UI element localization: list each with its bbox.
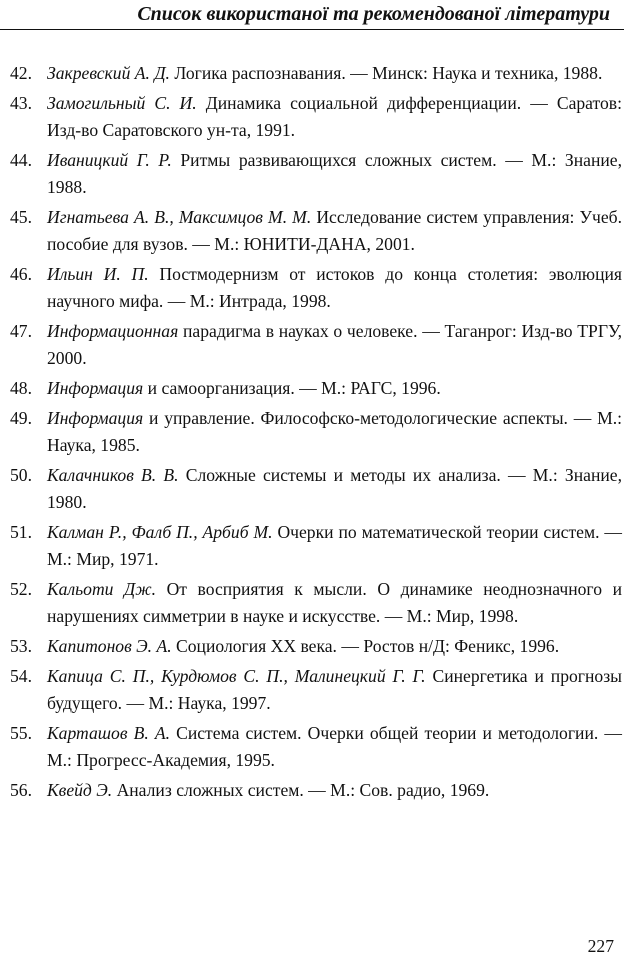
reference-number: 55. [10, 723, 32, 743]
reference-author: Капитонов Э. А. [47, 636, 172, 656]
reference-entry [10, 90, 622, 144]
reference-number: 43. [10, 93, 32, 113]
reference-author: Ильин И. П. [47, 264, 149, 284]
reference-number: 52. [10, 579, 32, 599]
reference-entry [10, 318, 622, 372]
reference-author: Карташов В. А. [47, 723, 170, 743]
reference-entry [10, 261, 622, 315]
reference-text: Очерки по математической теории систем. — М.: Мир, 1971. [47, 522, 622, 569]
reference-entry [10, 777, 622, 804]
reference-number: 51. [10, 522, 32, 542]
reference-text: Ритмы развивающихся сложных систем. — М.: Знание, 1988. [47, 150, 622, 197]
reference-number: 48. [10, 378, 32, 398]
reference-entry [10, 405, 622, 459]
reference-entry [10, 147, 622, 201]
reference-list [10, 60, 622, 807]
running-head [0, 0, 624, 30]
reference-entry [10, 519, 622, 573]
reference-text: Социология XX века. — Ростов н/Д: Феникс, 1996. [176, 636, 560, 656]
reference-text: Сложные системы и методы их анализа. — М.: Знание, 1980. [47, 465, 622, 512]
reference-entry [10, 663, 622, 717]
reference-text: и самоорганизация. — М.: РАГС, 1996. [147, 378, 441, 398]
reference-number: 49. [10, 408, 32, 428]
reference-author: Кальоти Дж. [47, 579, 156, 599]
reference-number: 45. [10, 207, 32, 227]
reference-text: парадигма в науках о человеке. — Таганрог: Изд-во ТРГУ, 2000. [47, 321, 622, 368]
reference-entry [10, 633, 622, 660]
reference-text: Исследование систем управления: Учеб. пособие для вузов. — М.: ЮНИТИ-ДАНА, 2001. [47, 207, 622, 254]
reference-number: 56. [10, 780, 32, 800]
reference-number: 42. [10, 63, 32, 83]
reference-author: Информационная [47, 321, 179, 341]
reference-author: Иваницкий Г. Р. [47, 150, 172, 170]
reference-number: 53. [10, 636, 32, 656]
reference-author: Замогильный С. И. [47, 93, 197, 113]
reference-entry [10, 462, 622, 516]
reference-author: Закревский А. Д. [47, 63, 170, 83]
reference-author: Информация [47, 378, 144, 398]
reference-number: 47. [10, 321, 32, 341]
reference-text: Синергетика и прогнозы будущего. — М.: Наука, 1997. [47, 666, 622, 713]
reference-author: Информация [47, 408, 144, 428]
reference-text: Система систем. Очерки общей теории и методологии. — М.: Прогресс-Академия, 1995. [47, 723, 622, 770]
reference-text: Анализ сложных систем. — М.: Сов. радио, 1969. [116, 780, 490, 800]
reference-number: 44. [10, 150, 32, 170]
running-head-title: Список використаної та рекомендованої літератури [137, 3, 610, 25]
reference-author: Игнатьева А. В., Максимцов М. М. [47, 207, 312, 227]
reference-author: Квейд Э. [47, 780, 113, 800]
reference-entry [10, 720, 622, 774]
reference-number: 54. [10, 666, 32, 686]
reference-entry [10, 204, 622, 258]
reference-author: Калачников В. В. [47, 465, 179, 485]
reference-text: От восприятия к мысли. О динамике неоднозначного и нарушениях симметрии в науке и искусстве. — М.: Мир, 1998. [47, 579, 622, 626]
reference-entry [10, 576, 622, 630]
reference-entry [10, 60, 622, 87]
reference-entry [10, 375, 622, 402]
reference-text: Логика распознавания. — Минск: Наука и техника, 1988. [174, 63, 603, 83]
reference-number: 46. [10, 264, 32, 284]
reference-text: Динамика социальной дифференциации. — Саратов: Изд-во Саратовского ун-та, 1991. [47, 93, 622, 140]
reference-text: и управление. Философско-методологические аспекты. — М.: Наука, 1985. [47, 408, 623, 455]
page-number: 227 [587, 936, 614, 956]
reference-author: Капица С. П., Курдюмов С. П., Малинецкий Г. Г. [47, 666, 426, 686]
reference-text: Постмодернизм от истоков до конца столетия: эволюция научного мифа. — М.: Интрада, 1998. [47, 264, 622, 311]
reference-author: Калман Р., Фалб П., Арбиб М. [47, 522, 273, 542]
reference-number: 50. [10, 465, 32, 485]
